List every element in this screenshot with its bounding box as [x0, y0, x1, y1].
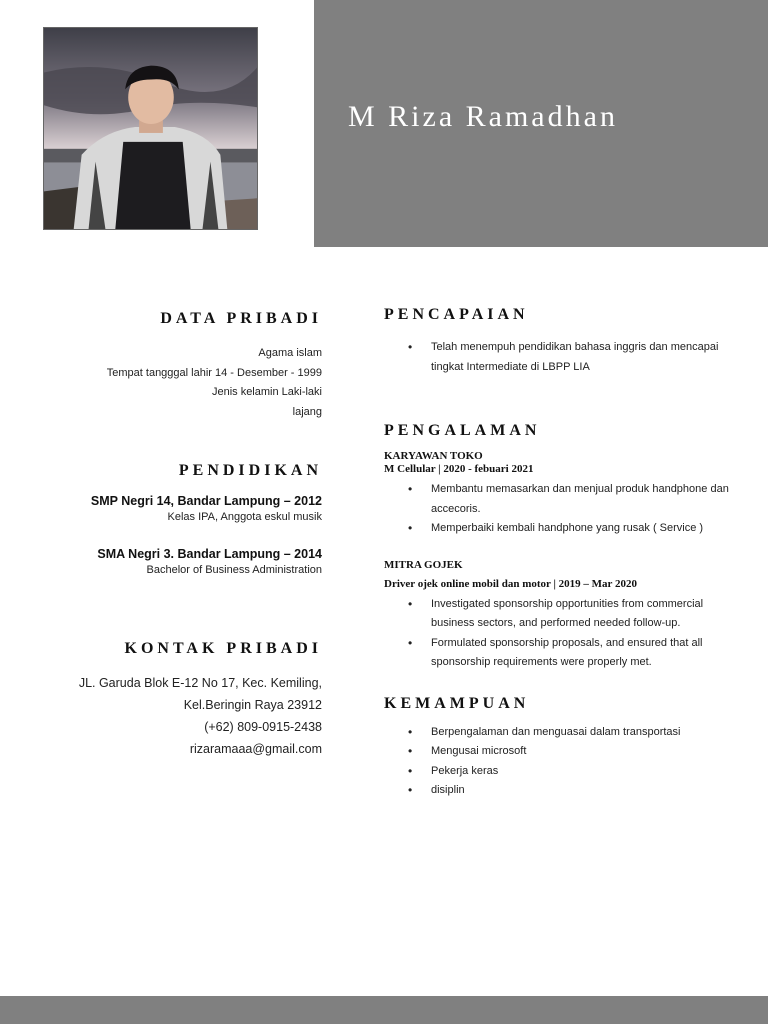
job-duties: [384, 595, 734, 673]
left-column: [40, 310, 322, 760]
job-duty-item: • Memperbaiki kembali handphone yang rusak ( Service ): [384, 519, 734, 539]
pengalaman-heading: PENGALAMAN: [384, 422, 541, 439]
education-detail: Kelas IPA, Anggota eskul musik: [167, 511, 322, 523]
education-school: SMA Negri 3. Bandar Lampung – 2014: [97, 547, 322, 561]
contact-block: [40, 672, 322, 760]
data-pribadi-heading: DATA PRIBADI: [160, 310, 322, 327]
profile-photo: [43, 27, 258, 230]
achievement-list: [384, 338, 734, 377]
education-detail: Bachelor of Business Administration: [146, 564, 322, 576]
kontak-heading: KONTAK PRIBADI: [124, 640, 322, 657]
education-school: SMP Negri 14, Bandar Lampung – 2012: [90, 494, 322, 508]
contact-address-line: JL. Garuda Blok E-12 No 17, Kec. Kemiling,: [78, 676, 322, 690]
job-entry: [384, 559, 734, 673]
job-entry: [384, 450, 734, 539]
skill-item: • Berpengalaman dan menguasai dalam transportasi: [384, 723, 734, 743]
profile-photo-image: [44, 28, 257, 229]
skill-item: • Mengusai microsoft: [384, 742, 734, 762]
job-company: M Cellular | 2020 - febuari 2021: [384, 463, 534, 475]
personal-data-line: Tempat tangggal lahir 14 - Desember - 1999: [106, 366, 322, 379]
skills-list: [384, 723, 734, 801]
job-role: KARYAWAN TOKO: [384, 450, 483, 462]
job-duty-item: • Formulated sponsorship proposals, and ensured that all sponsorship requirements were properly met.: [384, 634, 734, 673]
personal-data-list: [40, 344, 322, 422]
pendidikan-heading: PENDIDIKAN: [178, 462, 322, 479]
skill-item: • disiplin: [384, 781, 734, 801]
skill-item: • Pekerja keras: [384, 762, 734, 782]
contact-address-line: Kel.Beringin Raya 23912: [183, 698, 322, 712]
job-duties: [384, 480, 734, 539]
right-column: [384, 306, 734, 801]
education-item: [40, 493, 322, 525]
job-role: MITRA GOJEK: [384, 558, 463, 571]
header-band: [314, 0, 768, 247]
personal-data-line: Jenis kelamin Laki-laki: [211, 386, 322, 398]
pencapaian-heading: PENCAPAIAN: [384, 306, 529, 323]
contact-phone: (+62) 809-0915-2438: [204, 720, 322, 734]
footer-band: [0, 996, 768, 1024]
achievement-item: • Telah menempuh pendidikan bahasa inggris dan mencapai tingkat Intermediate di LBPP LIA: [384, 338, 734, 377]
personal-data-line: lajang: [292, 405, 322, 418]
full-name: M Riza Ramadhan: [348, 100, 618, 133]
personal-data-line: Agama islam: [258, 347, 322, 359]
education-item: [40, 546, 322, 578]
job-duty-item: • Investigated sponsorship opportunities from commercial business sectors, and performed needed follow-up.: [384, 595, 734, 634]
job-duty-item: • Membantu memasarkan dan menjual produk handphone dan accecoris.: [384, 480, 734, 519]
contact-email: rizaramaaa@gmail.com: [189, 742, 322, 756]
job-company: Driver ojek online mobil dan motor | 2019 – Mar 2020: [384, 577, 637, 590]
kemampuan-heading: KEMAMPUAN: [384, 694, 530, 712]
